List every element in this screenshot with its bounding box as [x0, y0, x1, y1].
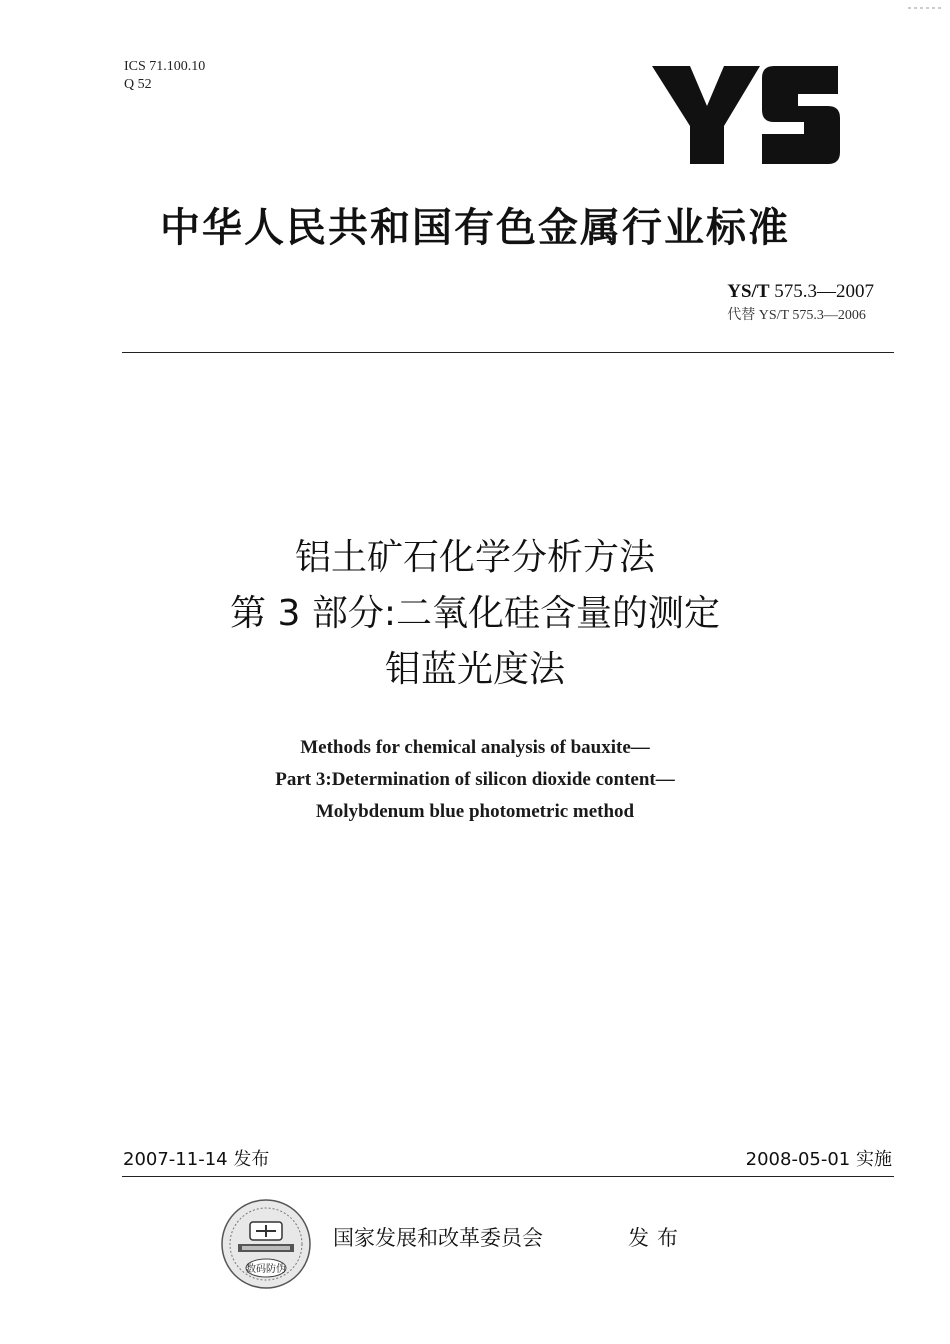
- standard-number-value: 575.3—2007: [774, 281, 874, 302]
- ys-logo: [652, 64, 846, 166]
- anti-counterfeit-seal-icon: [220, 1198, 312, 1290]
- chinese-title-line1: 铝土矿石化学分析方法: [294, 537, 655, 578]
- chinese-title-line2: 第 3 部分:二氧化硅含量的测定: [230, 593, 720, 634]
- replaces-standard: 代替 YS/T 575.3—2006: [727, 308, 866, 323]
- corner-dash-mark: [906, 4, 946, 12]
- ics-code: ICS 71.100.10: [124, 59, 206, 74]
- english-title-line1: Methods for chemical analysis of bauxite—: [300, 737, 650, 758]
- header-divider: [122, 352, 894, 353]
- publish-label: 发布: [628, 1226, 686, 1250]
- english-title: [0, 732, 950, 828]
- chinese-title-line3: 钼蓝光度法: [384, 649, 565, 690]
- implementation-date: 2008-05-01 实施: [745, 1149, 892, 1170]
- english-title-line3: Molybdenum blue photometric method: [315, 801, 635, 822]
- standard-code-block: [727, 281, 874, 324]
- classification-codes: [124, 58, 205, 94]
- standard-prefix: YS/T: [727, 281, 770, 302]
- english-title-line2: Part 3:Determination of silicon dioxide content—: [275, 769, 675, 790]
- standard-number: [727, 281, 874, 303]
- chinese-title: [0, 530, 950, 698]
- footer-divider: [122, 1176, 894, 1177]
- seal-text: 数码防伪: [246, 1264, 286, 1275]
- issue-date: 2007-11-14 发布: [123, 1149, 270, 1170]
- publisher-name: 国家发展和改革委员会: [333, 1226, 543, 1250]
- ccs-code: Q 52: [124, 77, 152, 92]
- industry-standard-heading: 中华人民共和国有色金属行业标准: [160, 205, 790, 251]
